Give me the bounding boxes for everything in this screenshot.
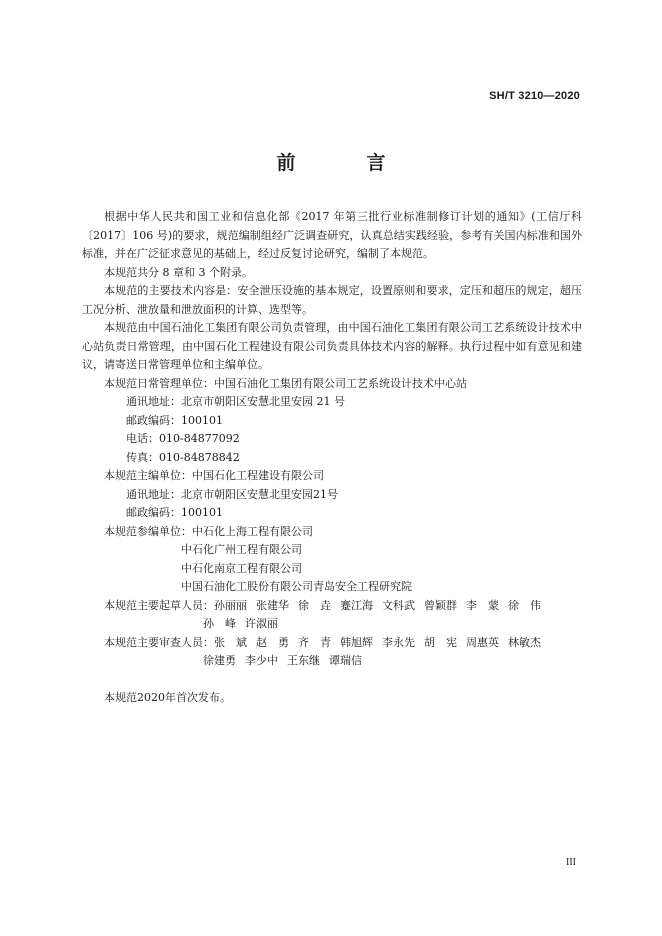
- daily-unit-postcode: 邮政编码：100101: [126, 413, 223, 427]
- drafters-label: 本规范主要起草人员：: [104, 598, 214, 612]
- reviewer-name: 赵 勇: [256, 635, 289, 649]
- document-body: [82, 208, 582, 707]
- reviewers-names: [214, 634, 550, 653]
- drafters-names: [203, 615, 287, 634]
- chief-unit-row: [82, 467, 582, 486]
- drafter-name: 孙丽丽: [214, 598, 247, 612]
- drafter-name: 许淑丽: [245, 617, 278, 630]
- drafter-name: 李 蒙: [466, 598, 499, 612]
- drafter-name: 蹇江海: [340, 598, 373, 612]
- reviewer-name: 韩旭辉: [340, 635, 373, 649]
- reviewer-name: 李少中: [245, 654, 278, 667]
- drafter-name: 孙 峰: [203, 617, 236, 630]
- daily-unit-label: 本规范日常管理单位：: [104, 376, 214, 390]
- reviewer-name: 张 斌: [214, 635, 247, 649]
- reviewers-names: [203, 652, 371, 671]
- release-note: 本规范2020年首次发布。: [104, 690, 231, 704]
- standard-code: SH/T 3210—2020: [489, 90, 580, 102]
- paragraph-content: 本规范的主要技术内容是：安全泄压设施的基本规定，设置原则和要求，定压和超压的规定，超压工况分析、泄放量和泄放面积的计算、选型等。: [82, 284, 582, 316]
- reviewer-name: 林敏杰: [508, 635, 541, 649]
- paragraph-background: 根据中华人民共和国工业和信息化部《2017 年第三批行业标准制修订计划的通知》(工信厅科〔2017〕106 号)的要求，规范编制组经广泛调查研究，认真总结实践经验，参考有关国内标准和国外标准，并在广泛征求意见的基础上，经过反复讨论研究，编制了本规范。: [82, 210, 582, 260]
- daily-unit-fax: 传真：010-84878842: [126, 450, 240, 464]
- paragraph-structure: 本规范共分 8 章和 3 个附录。: [104, 265, 253, 279]
- participant-unit: 中国石油化工股份有限公司青岛安全工程研究院: [181, 580, 412, 593]
- spacer: [82, 671, 582, 689]
- daily-unit-phone: 电话：010-84877092: [126, 432, 240, 445]
- reviewer-name: 齐 青: [298, 635, 331, 649]
- reviewer-name: 徐建勇: [203, 654, 236, 667]
- drafter-name: 徐 垚: [298, 598, 331, 612]
- reviewer-name: 王东继: [287, 654, 320, 667]
- chief-unit-label: 本规范主编单位：: [104, 469, 192, 482]
- participant-unit: 中石化上海工程有限公司: [192, 524, 313, 538]
- reviewers-row-2: [82, 652, 582, 671]
- reviewer-name: 李永先: [382, 635, 415, 649]
- reviewer-name: 谭瑞信: [329, 654, 362, 667]
- daily-unit-name: 中国石油化工集团有限公司工艺系统设计技术中心站: [214, 376, 467, 390]
- drafter-name: 曾颖群: [424, 598, 457, 612]
- chief-unit-address: 通讯地址：北京市朝阳区安慧北里安园21号: [126, 487, 338, 501]
- chief-unit-name: 中国石化工程建设有限公司: [192, 469, 324, 482]
- drafter-name: 张建华: [256, 598, 289, 612]
- drafter-name: 文科武: [382, 598, 415, 612]
- reviewers-label: 本规范主要审查人员：: [104, 635, 214, 649]
- reviewers-row: [82, 634, 582, 653]
- drafters-names: [214, 597, 550, 616]
- daily-unit-address: 通讯地址：北京市朝阳区安慧北里安园 21 号: [126, 395, 345, 408]
- reviewer-name: 胡 宪: [424, 635, 457, 649]
- participant-unit: 中石化广州工程有限公司: [181, 543, 302, 556]
- participants-label: 本规范参编单位：: [104, 524, 192, 538]
- daily-unit-row: [82, 375, 582, 394]
- drafters-row: [82, 597, 582, 616]
- drafter-name: 徐 伟: [508, 598, 541, 612]
- page-number: III: [566, 857, 576, 868]
- participant-unit: 中石化南京工程有限公司: [181, 561, 302, 575]
- reviewer-name: 周惠英: [466, 635, 499, 649]
- chief-unit-postcode: 邮政编码：100101: [126, 506, 223, 519]
- participants-row: [82, 523, 582, 542]
- paragraph-management: 本规范由中国石油化工集团有限公司负责管理，由中国石油化工集团有限公司工艺系统设计技术中心站负责日常管理，由中国石化工程建设有限公司负责具体技术内容的解释。执行过程中如有意见和建议，请寄送日常管理单位和主编单位。: [82, 321, 582, 371]
- drafters-row-2: [82, 615, 582, 634]
- page-title: 前 言: [276, 152, 412, 174]
